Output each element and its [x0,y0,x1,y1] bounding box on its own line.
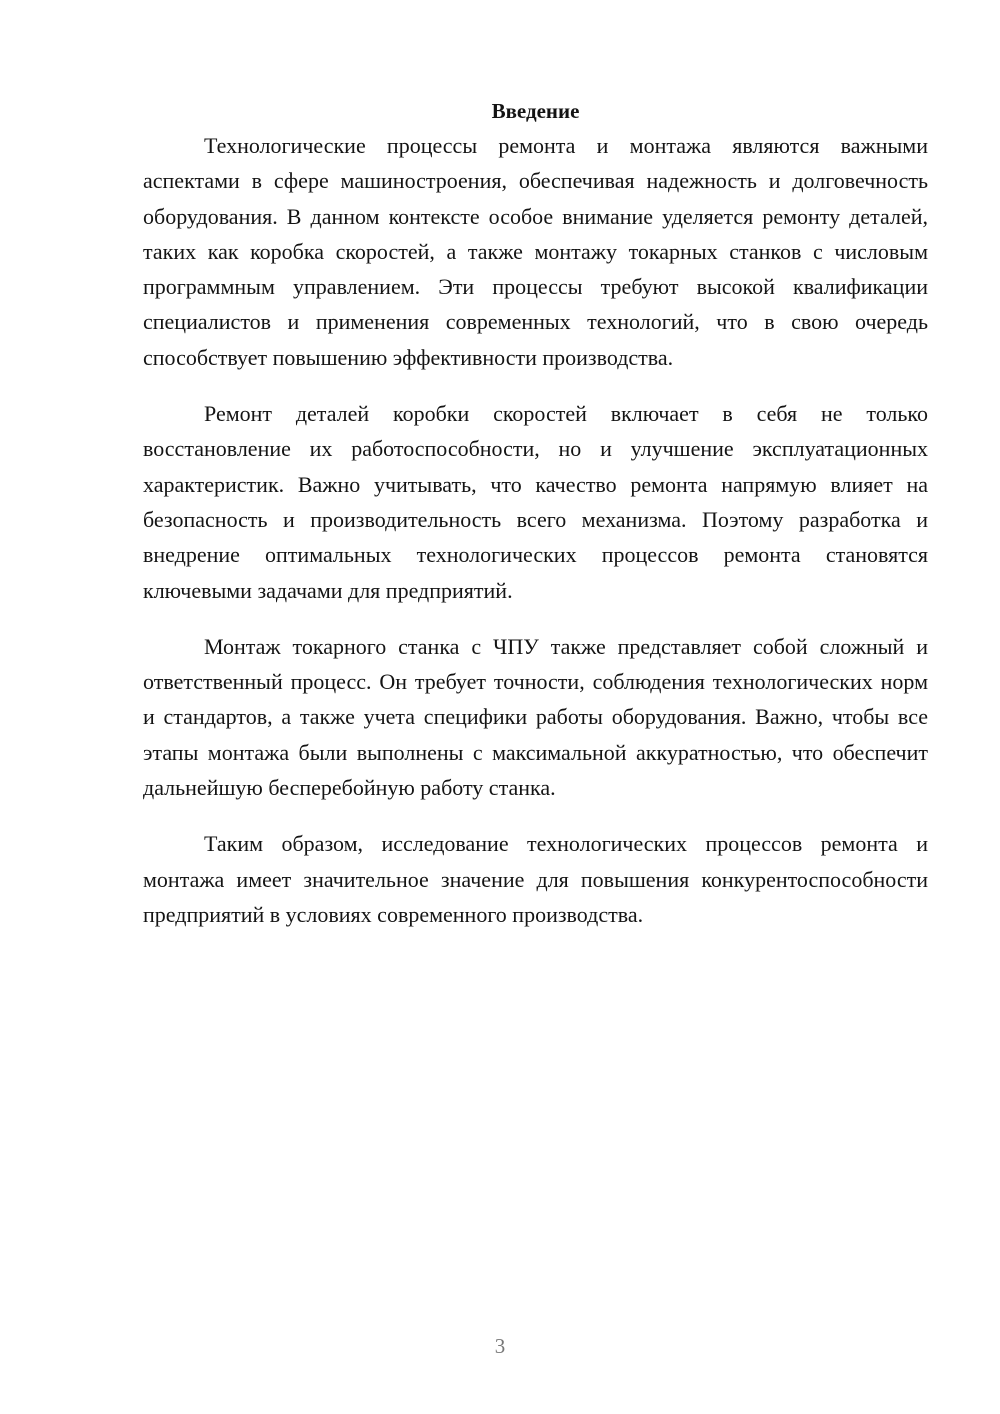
page-number: 3 [494,1334,506,1358]
paragraph-4: Таким образом, исследование технологических процессов ремонта и монтажа имеет значительное значение для повышения конкурентоспособности предприятий в условиях современного производства. [143,831,928,927]
paragraph-3: Монтаж токарного станка с ЧПУ также представляет собой сложный и ответственный процесс. Он требует точности, соблюдения технологических норм и стандартов, а также учета специфики работы оборудования. Важно, чтобы все этапы монтажа были выполнены с максимальной аккуратностью, что обеспечит дальнейшую бесперебойную работу станка. [143,633,928,801]
page-content [143,96,928,953]
paragraph-2: Ремонт деталей коробки скоростей включает в себя не только восстановление их работоспособности, но и улучшение эксплуатационных характеристик. Важно учитывать, что качество ремонта напрямую влияет на безопасность и производительность всего механизма. Поэтому разработка и внедрение оптимальных технологических процессов ремонта становятся ключевыми задачами для предприятий. [143,401,928,603]
paragraph-1: Технологические процессы ремонта и монтажа являются важными аспектами в сфере машиностроения, обеспечивая надежность и долговечность оборудования. В данном контексте особое внимание уделяется ремонту деталей, таких как коробка скоростей, а также монтажу токарных станков с числовым программным управлением. Эти процессы требуют высокой квалификации специалистов и применения современных технологий, что в свою очередь способствует повышению эффективности производства. [143,133,928,370]
section-title: Введение [491,99,580,123]
